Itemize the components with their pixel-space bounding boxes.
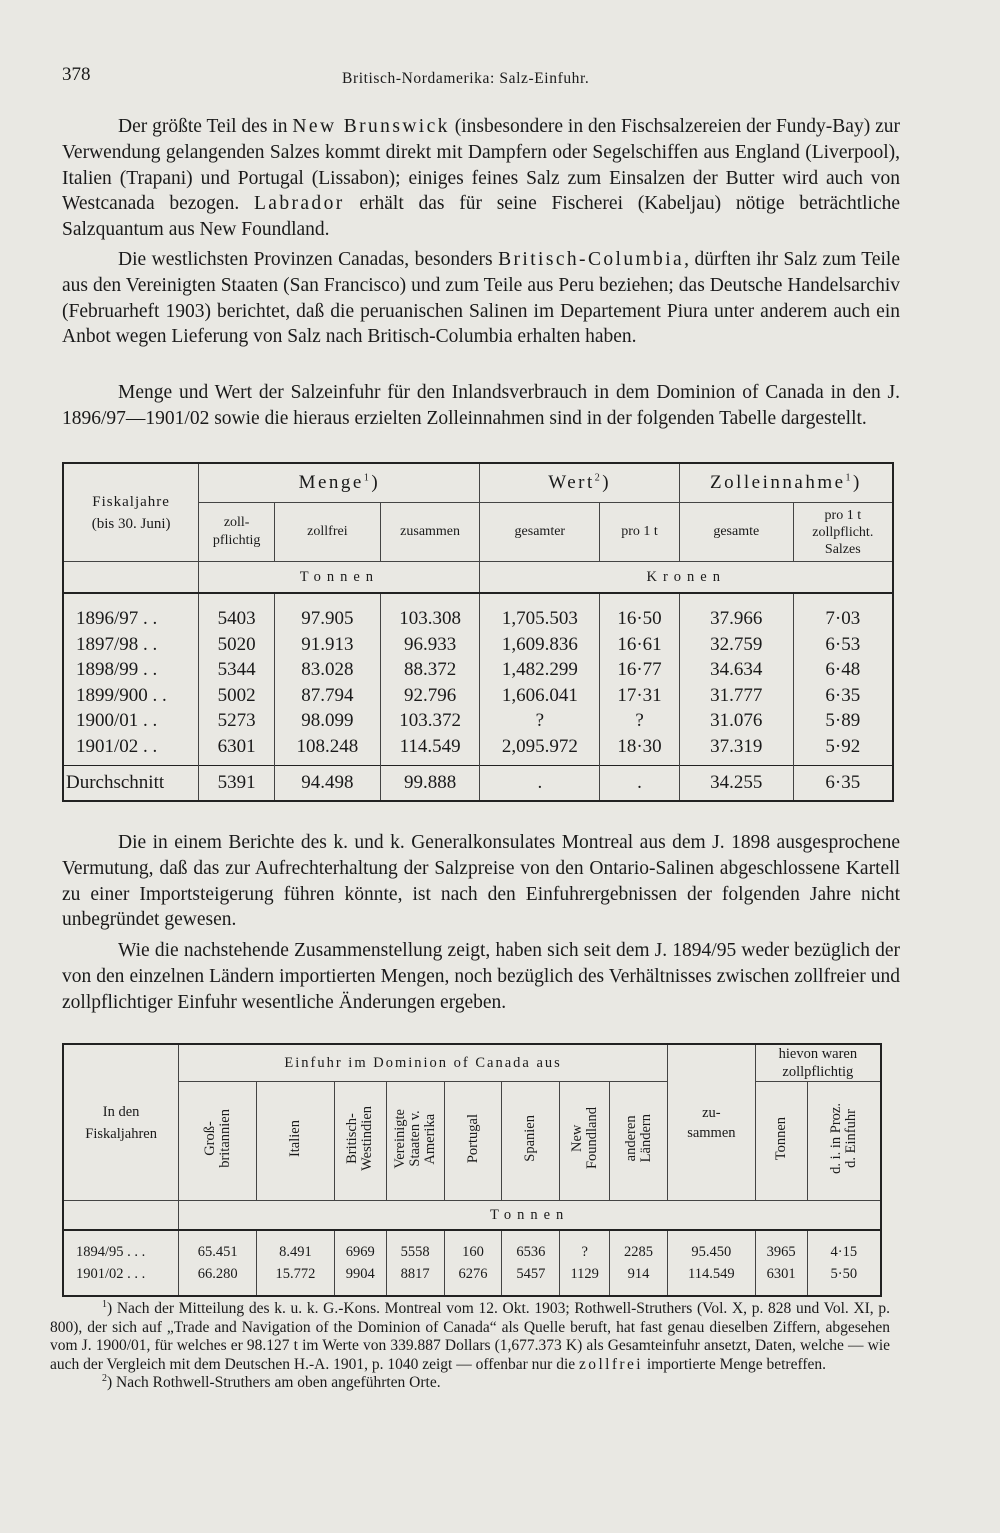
header-group-imports: Einfuhr im Dominion of Canada aus	[179, 1044, 668, 1082]
header-zusammen: zusammen	[380, 503, 480, 562]
cell-zoll-pro-t: 5·92	[793, 734, 893, 766]
unit-tonnen: Tonnen	[199, 562, 480, 594]
spaced-term: Labrador	[253, 193, 345, 215]
table-body	[63, 593, 893, 766]
cell-zollpflichtig: 5391	[199, 766, 275, 802]
header-italien	[257, 1082, 335, 1201]
unit-spacer	[63, 562, 199, 594]
cell-zusammen: 99.888	[380, 766, 480, 802]
cell-zoll-pro-t: 5·89	[793, 708, 893, 734]
header-portugal	[444, 1082, 502, 1201]
header-tonnen	[755, 1082, 807, 1201]
table-row-average	[63, 766, 893, 802]
header-zolleinnahme: Zolleinnahme$^1$)	[679, 463, 893, 503]
header-zollpflichtig: zoll- pflichtig	[199, 503, 275, 562]
unit-kronen: Kronen	[480, 562, 893, 594]
footnote-mark: 2	[102, 1372, 107, 1384]
cell-year: 1898/99 . .	[63, 657, 199, 683]
header-pro-tonne-zoll: pro 1 t zollpflicht. Salzes	[793, 503, 893, 562]
paragraph-kartell: Die in einem Berichte des k. und k. Generalkonsulates Montreal aus dem J. 1898 ausgesprochene Vermutung, daß das zur Aufrechterhaltung der Salzpreise von den Ontario-Salinen abgeschlossene Kartell zu einer Importsteigerung führen könnte, ist nach den Einfuhrergebnissen der folgenden Jahre nicht unbegründet gewesen.	[62, 832, 900, 931]
cell-wert-gesamt: ?	[480, 708, 600, 734]
header-zusammen: zu- sammen	[667, 1044, 755, 1201]
header-pro-tonne: pro 1 t	[600, 503, 680, 562]
text: Nach Rothwell-Struthers am oben angeführten Orte.	[116, 1374, 441, 1391]
cell-wert-pro-t: .	[600, 766, 680, 802]
import-by-country-table	[62, 1043, 882, 1297]
header-hievon: hievon waren zollpflichtig	[755, 1044, 881, 1082]
cell-italien: 15.772	[257, 1263, 335, 1296]
cell-zollpflichtig: 5403	[199, 593, 275, 632]
cell-year: 1899/900 . .	[63, 683, 199, 709]
cell-zollfrei: 108.248	[275, 734, 381, 766]
paragraph-new-brunswick	[62, 114, 900, 243]
cell-year: 1900/01 . .	[63, 708, 199, 734]
page-header	[62, 58, 938, 98]
cell-year: 1894/95 . . .	[63, 1230, 179, 1263]
paragraph-comparison: Wie die nachstehende Zusammenstellung zeigt, haben sich seit dem J. 1894/95 weder bezüglich der von den einzelnen Ländern importierten Mengen, noch bezüglich des Verhältnisses zwischen zollfreier und zollpflichtiger Einfuhr wesentliche Änderungen ergeben.	[62, 940, 900, 1013]
paragraph-table-intro: Menge und Wert der Salzeinfuhr für den Inlandsverbrauch in dem Dominion of Canada in den J. 1896/97—1901/02 sowie die hieraus erzielten Zolleinnahmen sind in der folgenden Tabelle dargestellt.	[62, 382, 900, 429]
cell-tonnen: 6301	[755, 1263, 807, 1296]
cell-zollfrei: 98.099	[275, 708, 381, 734]
table-body	[63, 1230, 881, 1296]
footnote-2: $^2$) Nach Rothwell-Struthers am oben angeführten Orte.	[102, 1372, 441, 1391]
cell-portugal: 160	[444, 1230, 502, 1263]
footnote-ref: 1	[845, 472, 854, 484]
header-text: Portugal	[464, 1113, 481, 1164]
cell-andere-laender: 2285	[610, 1230, 668, 1263]
header-text: New Foundland	[568, 1107, 600, 1170]
cell-grossbritannien: 65.451	[179, 1230, 257, 1263]
cell-grossbritannien: 66.280	[179, 1263, 257, 1296]
footnotes	[50, 1300, 890, 1393]
cell-zollpflichtig: 5002	[199, 683, 275, 709]
cell-zoll-pro-t: 6·53	[793, 632, 893, 658]
cell-wert-pro-t: 16·61	[600, 632, 680, 658]
cell-year: 1897/98 . .	[63, 632, 199, 658]
cell-zusammen: 114.549	[380, 734, 480, 766]
cell-spanien: 6536	[502, 1230, 560, 1263]
cell-italien: 8.491	[257, 1230, 335, 1263]
cell-new-foundland: 1129	[560, 1263, 610, 1296]
cell-wert-pro-t: 16·50	[600, 593, 680, 632]
header-vereinigte-staaten	[386, 1082, 444, 1201]
cell-wert-pro-t: 18·30	[600, 734, 680, 766]
cell-zollpflichtig: 5020	[199, 632, 275, 658]
header-text: anderen Ländern	[622, 1114, 654, 1163]
cell-westindien: 9904	[334, 1263, 386, 1296]
cell-zoll-gesamt: 34.255	[679, 766, 793, 802]
paragraph-british-columbia	[62, 247, 900, 350]
spaced-term: New Brunswick	[292, 116, 450, 137]
cell-zoll-pro-t: 7·03	[793, 593, 893, 632]
cell-vereinigte-staaten: 8817	[386, 1263, 444, 1296]
cell-westindien: 6969	[334, 1230, 386, 1263]
cell-wert-pro-t: 17·31	[600, 683, 680, 709]
text: Der größte Teil des in	[118, 116, 293, 137]
cell-year: 1901/02 . .	[63, 734, 199, 766]
header-text: Britisch- Westindien	[344, 1106, 376, 1171]
cell-year: 1901/02 . . .	[63, 1263, 179, 1296]
cell-zusammen: 114.549	[667, 1263, 755, 1296]
header-grossbritannien	[179, 1082, 257, 1201]
cell-wert-gesamt: 1,606.041	[480, 683, 600, 709]
page-number: 378	[62, 64, 91, 85]
header-wert: Wert$^2$)	[480, 463, 679, 503]
cell-zollfrei: 97.905	[275, 593, 381, 632]
cell-zoll-pro-t: 6·35	[793, 766, 893, 802]
header-gesamter: gesamter	[480, 503, 600, 562]
cell-wert-pro-t: 16·77	[600, 657, 680, 683]
header-spanien	[502, 1082, 560, 1201]
spaced-term: zollfrei	[579, 1355, 643, 1373]
header-text: Menge	[298, 472, 364, 493]
cell-zusammen: 92.796	[380, 683, 480, 709]
cell-zoll-gesamt: 31.777	[679, 683, 793, 709]
footnote-ref: 1	[363, 472, 372, 484]
text: Nach der Mitteilung des k. u. k. G.-Kons. Montreal vom 12. Okt. 1903; Rothwell-Struthers (Vol. X, p. 828 und Vol. XI, p. 800), der sich auf „Trade and Navigation of the Dominion of Canada“ als Quelle beruft, hat fast genau dieselben Ziffern, abgesehen vom J. 1900/01, für welches er 98.127 t im Werte von 339.887 Dollars (1,677.373 K) als Gesamteinfuhr ansetzt, Daten, welche — wie auch der Vergleich mit dem Deutschen H.-A. 1901, p. 1040 zeigt — offenbar nur die	[50, 1300, 890, 1373]
footnote-mark: 1	[102, 1298, 107, 1310]
header-text: Vereinigte Staaten v. Amerika	[391, 1108, 438, 1169]
header-text: Groß- britannien	[201, 1109, 233, 1168]
header-fiscal-years	[63, 463, 199, 562]
cell-wert-gesamt: 2,095.972	[480, 734, 600, 766]
header-text: Spanien	[522, 1115, 539, 1162]
unit-spacer	[63, 1201, 179, 1231]
cell-spanien: 5457	[502, 1263, 560, 1296]
cell-year: Durchschnitt	[63, 766, 199, 802]
cell-portugal: 6276	[444, 1263, 502, 1296]
cell-andere-laender: 914	[610, 1263, 668, 1296]
text: (insbesondere in den Fischsalzereien der Fundy-Bay) zur Verwendung gelangenden Salzes kommt direkt mit Dampfern oder Segelschiffen aus England (Liverpool), Italien (Trapani) und Portugal (Lissabon); einiges feines Salz zum Einsalzen der Butter wird auch von Westcanada bezogen.	[62, 116, 900, 215]
cell-zollfrei: 87.794	[275, 683, 381, 709]
cell-wert-gesamt: .	[480, 766, 600, 802]
cell-zusammen: 103.308	[380, 593, 480, 632]
cell-prozent: 4·15	[807, 1230, 881, 1263]
cell-zoll-gesamt: 32.759	[679, 632, 793, 658]
cell-zollpflichtig: 5273	[199, 708, 275, 734]
unit-tonnen: Tonnen	[179, 1201, 881, 1231]
footnote-ref: 2	[594, 472, 603, 484]
cell-prozent: 5·50	[807, 1263, 881, 1296]
header-andere-laender	[610, 1082, 668, 1201]
header-text: d. i. in Proz. d. Einfuhr	[827, 1103, 859, 1174]
header-zollfrei: zollfrei	[275, 503, 381, 562]
text: erhält das für seine Fischerei (Kabeljau) nötige beträchtliche Salzquantum aus New Foundland.	[62, 193, 901, 241]
header-menge: Menge$^1$)	[199, 463, 480, 503]
cell-zusammen: 88.372	[380, 657, 480, 683]
header-text: Zolleinnahme	[710, 472, 846, 493]
header-text: Fiskaljahre	[92, 493, 170, 510]
table-row	[63, 657, 893, 683]
cell-zoll-gesamt: 37.966	[679, 593, 793, 632]
header-text: Italien	[286, 1119, 303, 1158]
cell-zollpflichtig: 5344	[199, 657, 275, 683]
header-text: Tonnen	[772, 1116, 789, 1161]
header-prozent	[807, 1082, 881, 1201]
cell-zoll-gesamt: 34.634	[679, 657, 793, 683]
cell-zoll-pro-t: 6·48	[793, 657, 893, 683]
table-row	[63, 1263, 881, 1296]
table-row	[63, 734, 893, 766]
header-gesamte: gesamte	[679, 503, 793, 562]
cell-zollfrei: 83.028	[275, 657, 381, 683]
table-row	[63, 593, 893, 632]
cell-vereinigte-staaten: 5558	[386, 1230, 444, 1263]
table-row	[63, 708, 893, 734]
text: , dürften ihr Salz zum Teile aus den Vereinigten Staaten (San Francisco) und zum Teile aus Peru beziehen; das Deutsche Handelsarchiv (Februarheft 1903) berichtet, daß die peruanischen Salinen im Departement Piura unter anderem auch ein Anbot wegen Lieferung von Salz nach Britisch-Columbia erhalten haben.	[62, 249, 900, 348]
cell-new-foundland: ?	[560, 1230, 610, 1263]
header-new-foundland	[560, 1082, 610, 1201]
cell-zollpflichtig: 6301	[199, 734, 275, 766]
header-text: Wert	[548, 472, 595, 493]
cell-zollfrei: 94.498	[275, 766, 381, 802]
header-westindien	[334, 1082, 386, 1201]
table-row	[63, 683, 893, 709]
salt-import-table	[62, 462, 894, 802]
cell-zollfrei: 91.913	[275, 632, 381, 658]
table-row	[63, 632, 893, 658]
spaced-term: Britisch-Columbia	[498, 249, 685, 270]
cell-wert-gesamt: 1,609.836	[480, 632, 600, 658]
cell-wert-gesamt: 1,705.503	[480, 593, 600, 632]
cell-zusammen: 103.372	[380, 708, 480, 734]
cell-zoll-gesamt: 31.076	[679, 708, 793, 734]
text: importierte Menge betreffen.	[642, 1355, 827, 1373]
cell-zoll-pro-t: 6·35	[793, 683, 893, 709]
cell-zoll-gesamt: 37.319	[679, 734, 793, 766]
text: Die westlichsten Provinzen Canadas, besonders	[118, 249, 499, 270]
cell-year: 1896/97 . .	[63, 593, 199, 632]
table-row	[63, 1230, 881, 1263]
header-text: (bis 30. Juni)	[91, 515, 171, 532]
header-fiscal-years: In den Fiskaljahren	[63, 1044, 179, 1201]
footnote-1: $^1$) Nach der Mitteilung des k. u. k. G.-Kons. Montreal vom 12. Okt. 1903; Rothwell-Struthers (Vol. X, p. 828 und Vol. XI, p. 800), der sich auf „Trade and Navigation of the Dominion of Canada“ als Quelle beruft, hat fast genau dieselben Ziffern, abgesehen vom J. 1900/01, für welches er 98.127 t im Werte von 339.887 Dollars (1,677.373 K) als Gesamteinfuhr ansetzt, Daten, welche — wie auch der Vergleich mit dem Deutschen H.-A. 1901, p. 1040 zeigt — offenbar nur die zollfrei importierte Menge betreffen.	[50, 1298, 890, 1373]
cell-zusammen: 96.933	[380, 632, 480, 658]
cell-zusammen: 95.450	[667, 1230, 755, 1263]
cell-tonnen: 3965	[755, 1230, 807, 1263]
cell-wert-pro-t: ?	[600, 708, 680, 734]
running-head: Britisch-Nordamerika: Salz-Einfuhr.	[342, 70, 590, 87]
cell-wert-gesamt: 1,482.299	[480, 657, 600, 683]
